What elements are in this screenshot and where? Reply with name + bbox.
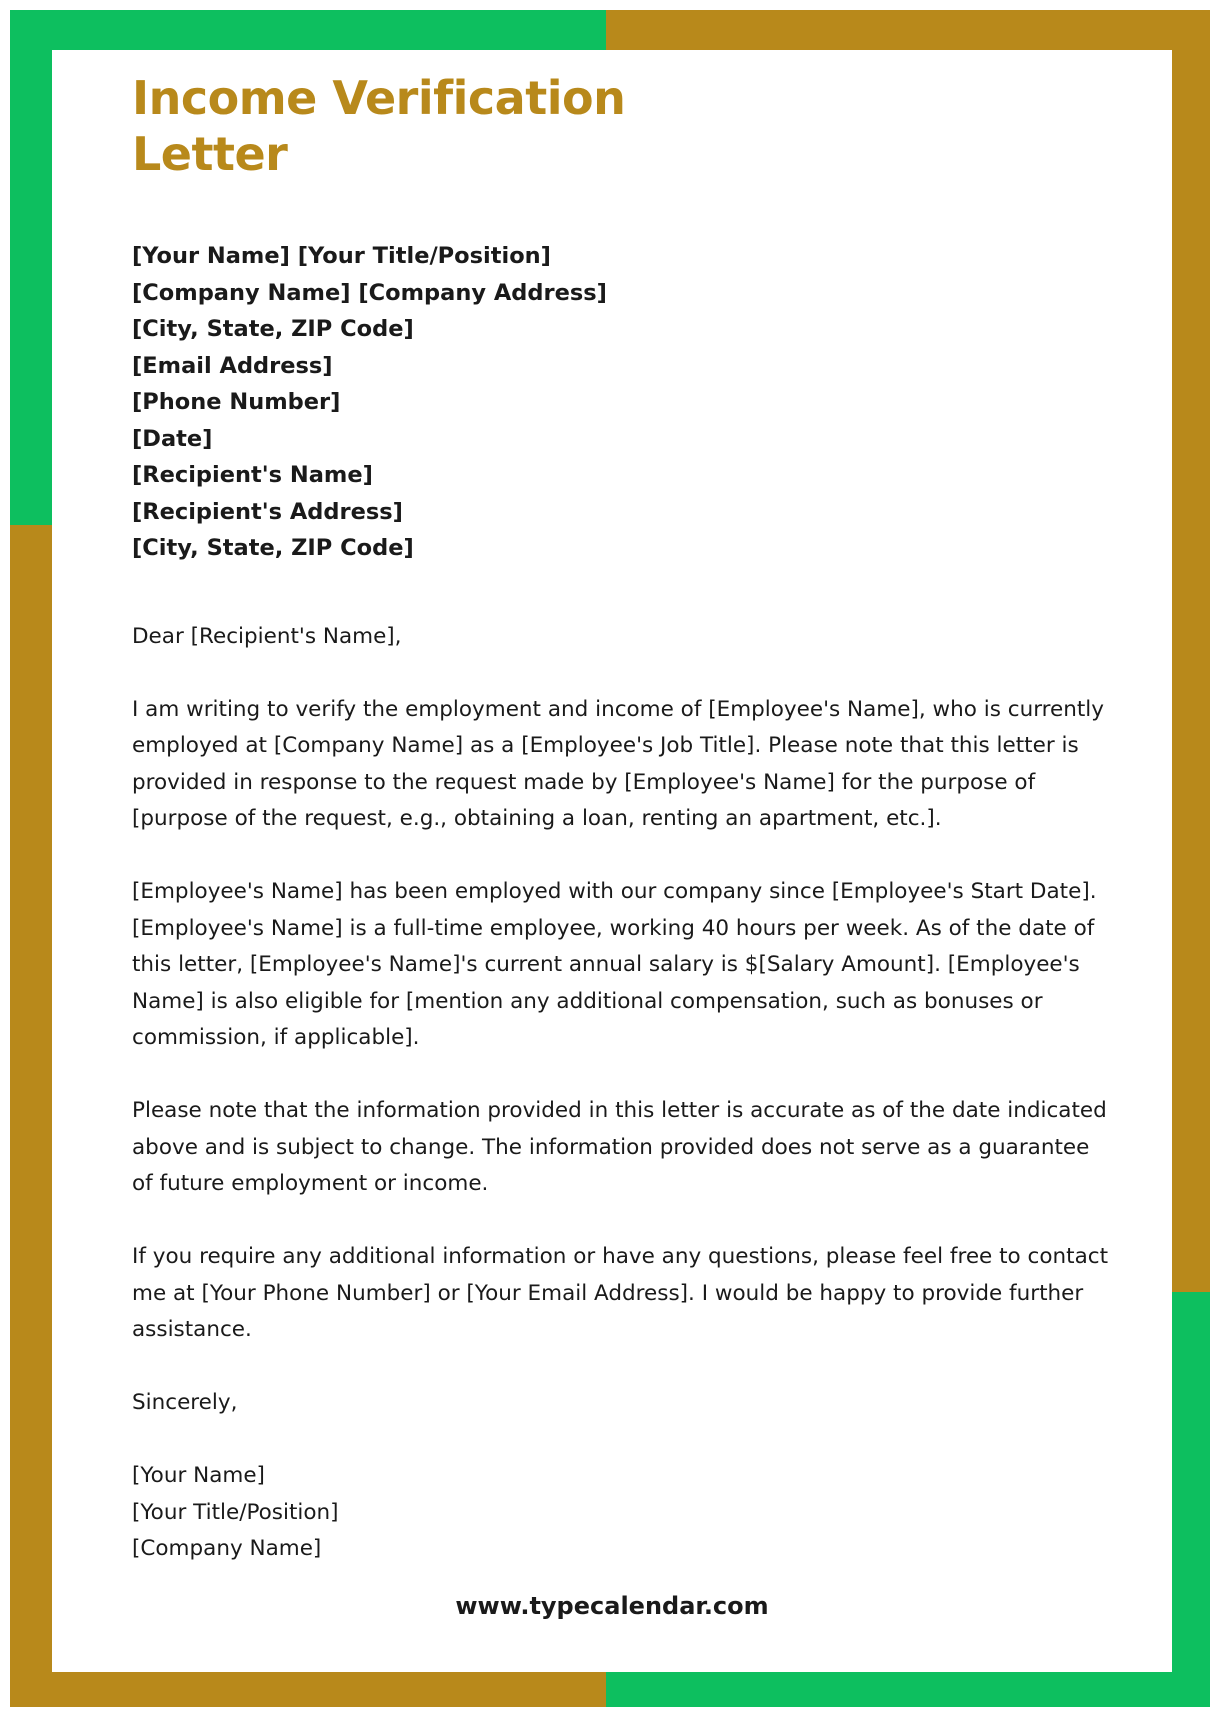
frame-top-left-bar (10, 10, 606, 50)
recipient-name: [Recipient's Name] (132, 462, 373, 488)
sender-company: [Company Name] [Company Address] (132, 279, 607, 306)
letter-title-line-1: Income Verification (132, 71, 626, 125)
letter-date: [Date] (132, 425, 213, 452)
salutation: Dear [Recipient's Name], (132, 623, 402, 649)
paragraph-employment-details: [Employee's Name] has been employed with our company since [Employee's Start Date]. [Employee's Name] is a full-time employee, working 40 hours per week. As of the date of this letter, [Employee's Name]'s current annual salary is $[Salary Amount]. [Employee's Name] is also eligible for [mention any additional compensation, such as bonuses or commission, if applicable]. (132, 879, 1097, 1050)
frame-top-right-bar (606, 10, 1210, 50)
letter-content (132, 70, 1112, 1568)
frame-bottom-left-bar (10, 1672, 606, 1707)
footer-website-link[interactable]: www.typecalendar.com (455, 1592, 769, 1620)
paragraph-purpose: I am writing to verify the employment and income of [Employee's Name], who is currently employed at [Company Name] as a [Employee's Job Title]. Please note that this letter is provided in response to the request made by [Employee's Name] for the purpose of [purpose of the request, e.g., obtaining a loan, renting an apartment, etc.]. (132, 696, 1105, 831)
sender-address-block (132, 238, 1112, 567)
frame-left-bottom-bar (10, 525, 52, 1707)
signature-name: [Your Name] (132, 1463, 265, 1488)
signature-block (132, 1458, 1112, 1568)
signature-title: [Your Title/Position] (132, 1499, 339, 1525)
letter-title (132, 70, 1112, 182)
recipient-address: [Recipient's Address] (132, 498, 403, 525)
frame-right-bottom-bar (1172, 1292, 1210, 1707)
sender-email: [Email Address] (132, 352, 333, 379)
paragraph-disclaimer: Please note that the information provided in this letter is accurate as of the date indicated above and is subject to change. The information provided does not serve as a guarantee of future employment or income. (132, 1098, 1107, 1196)
letter-title-line-2: Letter (132, 127, 288, 181)
frame-bottom-right-bar (606, 1672, 1210, 1707)
sender-name-title: [Your Name] [Your Title/Position] (132, 243, 551, 269)
recipient-city-state-zip: [City, State, ZIP Code] (132, 535, 414, 561)
paragraph-contact: If you require any additional information or have any questions, please feel free to contact me at [Your Phone Number] or [Your Email Address]. I would be happy to provide further assistance. (132, 1244, 1108, 1342)
sender-phone: [Phone Number] (132, 389, 341, 415)
frame-left-top-bar (10, 10, 52, 525)
sender-city-state-zip: [City, State, ZIP Code] (132, 316, 414, 342)
frame-right-top-bar (1172, 10, 1210, 1292)
signature-company: [Company Name] (132, 1536, 322, 1561)
closing: Sincerely, (132, 1390, 238, 1415)
